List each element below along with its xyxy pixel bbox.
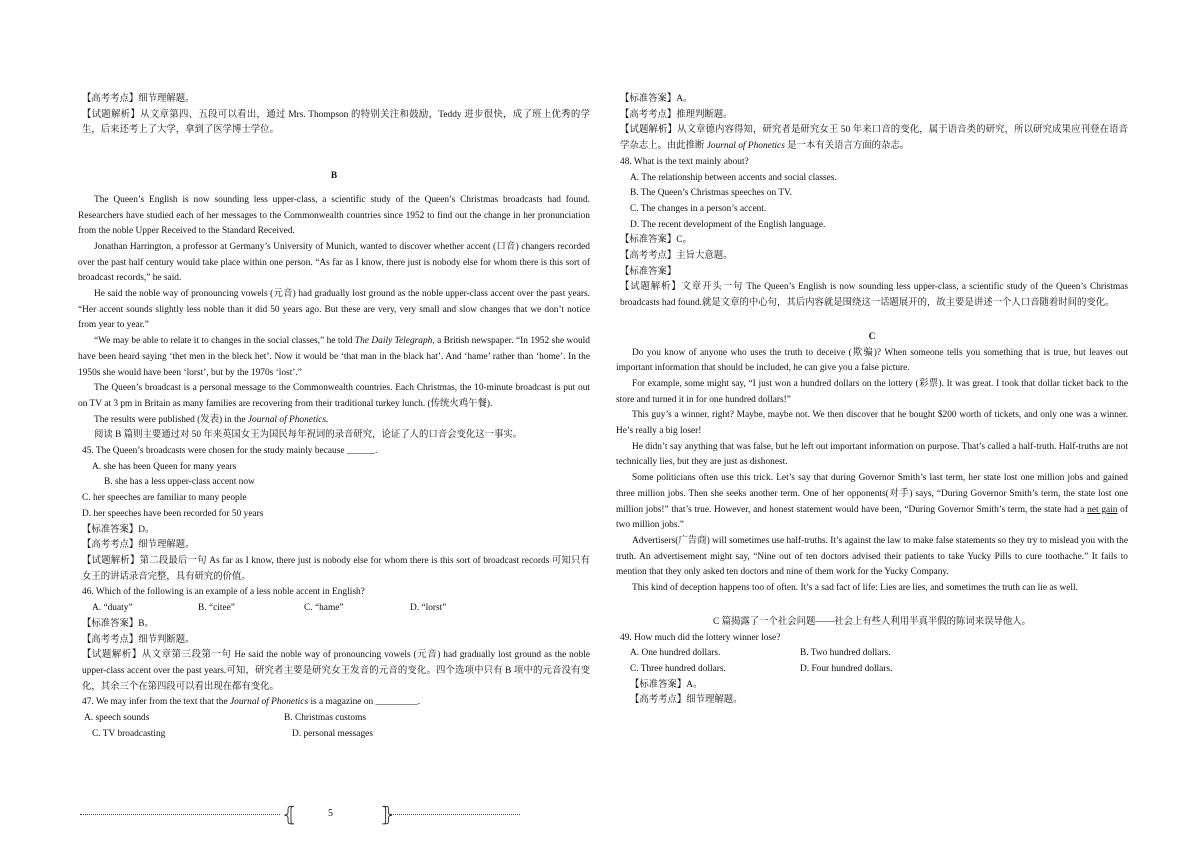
q45-option-c: C. her speeches are familiar to many people [82, 493, 247, 504]
q49-answer: 【标准答案】A。 [630, 679, 703, 690]
q46-answer: 【标准答案】B。 [82, 618, 154, 629]
q46-option-a: A. “duaty” [92, 603, 133, 614]
q49-option-d: D. Four hundred dollars. [800, 663, 893, 674]
passage-b-paragraph-3: He said the noble way of pronouncing vowels (元音) had gradually lost ground as the noble upper-class accent over the past years. “Her accent sounds slightly less noble than it did 50 years ago. But these are very, very small and slow changes that we don’t notice from year to year.” [78, 289, 590, 331]
passage-c-paragraph-2: For example, some might say, “I just won a hundred dollars on the lottery (彩票). It was great. I took that dollar ticket back to the store and turned it in for one hundred dollars!” [616, 378, 1128, 405]
passage-b-paragraph-4: “We may be able to relate it to changes in the social classes,” he told The Daily Telegraph, a British newspaper. “In 1952 she would have been heard saying ‘thet men in the bleck het’. Now it would be ‘that man in the black hat’. And ‘hame’ rather than ‘home’. In the 1950s she would have been ‘lorst’, but by the 1970s ‘lost’.” [78, 336, 590, 378]
q48-option-b: B. The Queen’s Christmas speeches on TV. [630, 188, 792, 199]
question-49: 49. How much did the lottery winner lose? [620, 632, 781, 643]
right-column [616, 92, 1128, 709]
analysis-line: 【试题解析】从文章第四、五段可以看出，通过 Mrs. Thompson 的特别关注和鼓励，Teddy 进步很快，成了班上优秀的学生，后来还考上了大学，拿到了医学博士学位。 [82, 109, 590, 136]
passage-c-paragraph-6: Advertisers(广告商) will sometimes use half-truths. It’s against the law to make false statements so they try to mislead you with the truth. An advertisement might say, “Nine out of ten doctors advised their patients to take Yucky Pills to cure toothache.” It fails to mention that they only asked ten doctors and nine of them work for the Yucky Company. [616, 535, 1128, 578]
q48-option-a: A. The relationship between accents and social classes. [630, 172, 837, 183]
q45-option-b: B. she has a less upper-class accent now [104, 477, 255, 488]
passage-c-paragraph-7: This kind of deception happens too of often. It’s a sad fact of life: Lies are lies, and sometimes the truth can lie as well. [632, 583, 1078, 594]
q46-option-d: D. “lorst” [410, 603, 447, 614]
q46-option-c: C. “hame” [304, 603, 344, 614]
passage-c-paragraph-4: He didn’t say anything that was false, but he left out important information on purpose. That’s called a half-truth. Half-truths are not technically lies, but they are just as dishonest. [616, 441, 1128, 468]
passage-c-paragraph-3: This guy’s a winner, right? Maybe, maybe not. We then discover that he bought $200 worth of tickets, and only one was a winner. He’s really a big loser! [616, 410, 1128, 437]
q48-answer: 【标准答案】C。 [620, 235, 692, 246]
q46-options [78, 601, 590, 617]
q46-exam-point: 【高考考点】细节判断题。 [82, 634, 195, 645]
page-footer [80, 800, 520, 826]
passage-c-summary: C 篇揭露了一个社会问题——社会上有些人利用半真半假的陈词来误导他人。 [713, 616, 1031, 627]
section-heading-b: B [330, 171, 338, 182]
q47-options-row-2 [78, 727, 590, 743]
passage-b-summary: 阅读 B 篇则主要通过对 50 年来英国女王为国民每年祝词的录音研究，论证了人的口音会变化这一事实。 [94, 430, 523, 441]
q45-option-a: A. she has been Queen for many years [92, 461, 237, 472]
q49-exam-point: 【高考考点】细节理解题。 [630, 695, 743, 706]
section-heading-c: C [868, 331, 876, 342]
q47-option-d: D. personal messages [292, 728, 373, 739]
footer-rule-left [80, 814, 280, 815]
q47-option-a: A. speech sounds [84, 713, 150, 724]
left-column [78, 92, 590, 742]
q46-analysis: 【试题解析】从文章第三段第一句 He said the noble way of pronouncing vowels (元音) had gradually lost ground as the noble upper-class accent over the past years.可知，研究者主要是研究女王发音的元音的变化。四个选项中只有 B 项中的元音没有变化，其余三个在第四段可以看出现在都有变化。 [82, 650, 590, 692]
q49-options-row-2 [616, 662, 1128, 678]
footer-rule-right [390, 814, 520, 815]
q48-answer-label: 【标准答案】 [620, 266, 677, 277]
q49-option-c: C. Three hundred dollars. [630, 663, 726, 674]
q45-exam-point: 【高考考点】细节理解题。 [82, 540, 195, 551]
passage-b-paragraph-6: The results were published (发表) in the Journal of Phonetics. [94, 414, 329, 425]
q49-option-b: B. Two hundred dollars. [800, 648, 891, 659]
passage-b-paragraph-1: The Queen’s English is now sounding less upper-class, a scientific study of the Queen’s Christmas broadcasts had found. Researchers have studied each of her messages to the Commonwealth countries since 1952 to find out the change in her pronunciation from the noble Upper Received to the Standard Received. [78, 194, 590, 237]
q45-analysis: 【试题解析】第二段最后一句 As far as I know, there just is nobody else for whom there is this sort of broadcast records 可知只有女王的讲话录音完整，具有研究的价值。 [82, 555, 590, 582]
question-45: 45. The Queen’s broadcasts were chosen for the study mainly because ______. [82, 446, 378, 457]
question-47: 47. We may infer from the text that the Journal of Phonetics is a magazine on _________. [82, 697, 421, 708]
passage-c-paragraph-5: Some politicians often use this trick. Let’s say that during Governor Smith’s last term, her state lost one million jobs and gained three million jobs. Then she seeks another term. One of her opponents(对手) says, “During Governor Smith’s term, the state lost one million jobs!” that’s true. However, and honest statement would have been, “During Governor Smith’s term, the state had a net gain of two million jobs.” [616, 473, 1128, 531]
q47-exam-point: 【高考考点】推理判断题。 [620, 109, 733, 120]
page-number: 5 [328, 808, 333, 819]
q48-option-c: C. The changes in a person’s accent. [630, 203, 767, 214]
q47-answer: 【标准答案】A。 [620, 94, 693, 104]
question-48: 48. What is the text mainly about? [620, 156, 749, 167]
question-46: 46. Which of the following is an example of a less noble accent in English? [82, 587, 365, 598]
q48-analysis: 【试题解析】文章开头一句 The Queen’s English is now sounding less upper-class, a scientific study of the Queen’s Christmas broadcasts had found.就是文章的中心句，其后内容就是围绕这一话题展开的，故主要是讲述一个人口音随着时间的变化。 [620, 282, 1128, 309]
q48-option-d: D. The recent development of the English language. [630, 219, 826, 230]
footer-bracket-right: ⦄ [380, 802, 395, 826]
passage-c-paragraph-1: Do you know of anyone who uses the truth to deceive (欺骗)? When someone tells you something that is true, but leaves out important information that should be included, he can give you a false picture. [616, 347, 1128, 374]
footer-bracket-left: ⦃ [282, 802, 297, 826]
q49-option-a: A. One hundred dollars. [630, 648, 721, 659]
q49-options-row-1 [616, 646, 1128, 662]
q45-answer: 【标准答案】D。 [82, 524, 155, 535]
q47-options-row-1 [78, 711, 590, 727]
exam-point-line: 【高考考点】细节理解题。 [82, 94, 195, 104]
q47-option-b: B. Christmas customs [284, 713, 367, 724]
q48-exam-point: 【高考考点】主旨大意题。 [620, 251, 733, 262]
passage-b-paragraph-5: The Queen’s broadcast is a personal message to the Commonwealth countries. Each Christmas, the 10-minute broadcast is put out on TV at 3 pm in Britain as many families are recovering from their traditional turkey lunch. (传统火鸡午餐). [78, 383, 590, 409]
q47-analysis: 【试题解析】从文章德内容得知，研究者是研究女王 50 年来口音的变化，属于语音类的研究，所以研究成果应刊登在语音学杂志上。由此推断 Journal of Phonetics 是一本有关语言方面的杂志。 [620, 125, 1128, 152]
passage-b-paragraph-2: Jonathan Harrington, a professor at Germany’s University of Munich, wanted to discover whether accent (口音) changers recorded over the past half century would take place within one person. “As far as I know, there just is nobody else for whom there is this sort of broadcast records,” he said. [78, 241, 590, 284]
q45-option-d: D. her speeches have been recorded for 50 years [82, 508, 264, 519]
q47-option-c: C. TV broadcasting [92, 728, 166, 739]
q46-option-b: B. “citee” [198, 603, 235, 614]
